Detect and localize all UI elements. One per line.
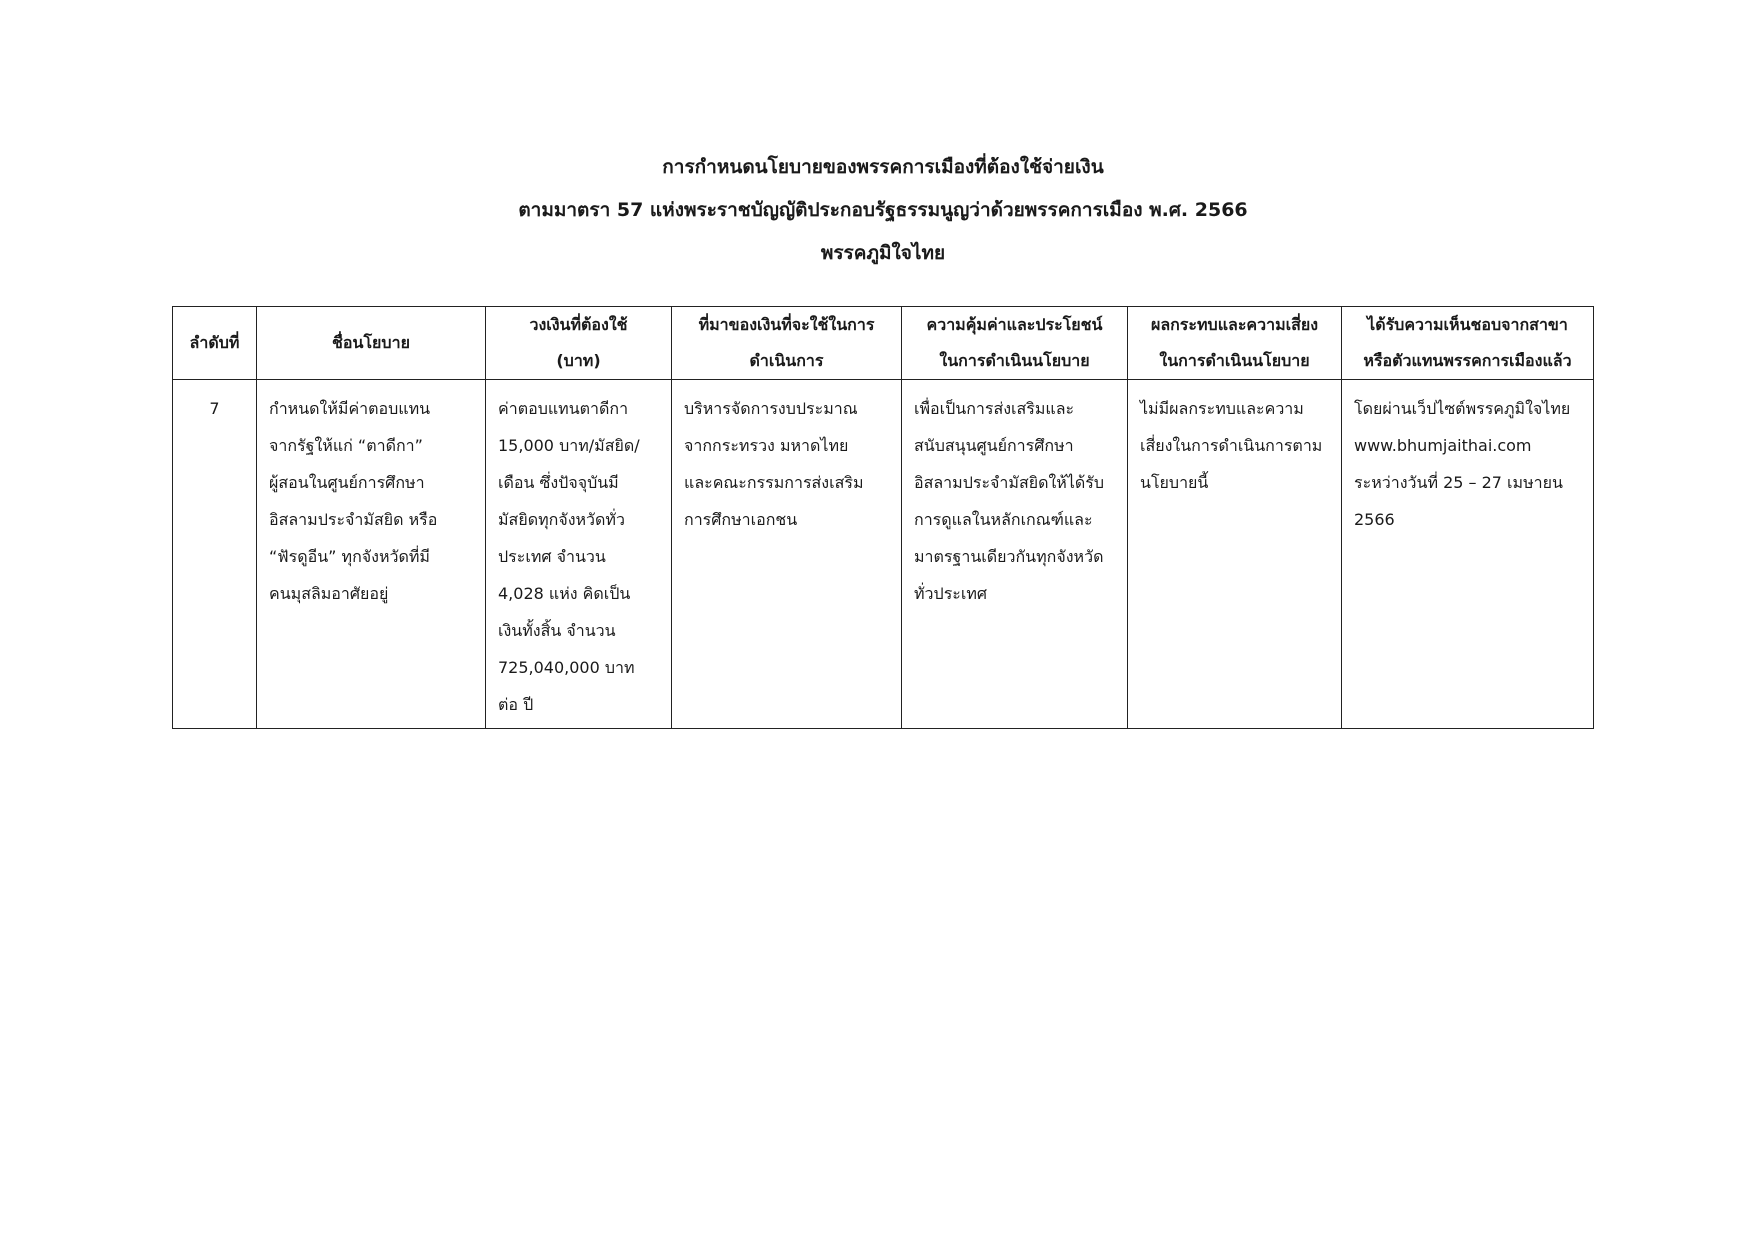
header-no <box>173 307 257 380</box>
cell-line: และคณะกรรมการส่งเสริม <box>684 473 864 492</box>
cell-line: จากกระทรวง มหาดไทย <box>684 436 849 455</box>
header-line: ได้รับความเห็นชอบจากสาขา <box>1367 315 1568 334</box>
cell-line: เพื่อเป็นการส่งเสริมและ <box>914 399 1075 418</box>
cell-no <box>173 380 257 729</box>
cell-line: ประเทศ จำนวน <box>498 547 606 566</box>
cell-line: 4,028 แห่ง คิดเป็น <box>498 584 631 603</box>
cell-line: มาตรฐานเดียวกันทุกจังหวัด <box>914 547 1104 566</box>
cell-line: 2566 <box>1354 510 1395 529</box>
cell-funding-source <box>672 380 902 729</box>
cell-line: เงินทั้งสิ้น จำนวน <box>498 621 616 640</box>
policy-table <box>172 306 1594 729</box>
cell-line: ไม่มีผลกระทบและความ <box>1140 399 1304 418</box>
header-budget <box>486 307 672 380</box>
cell-benefit <box>902 380 1128 729</box>
cell-line: จากรัฐให้แก่ “ตาดีกา” <box>269 436 423 455</box>
header-benefit <box>902 307 1128 380</box>
cell-line: สนับสนุนศูนย์การศึกษา <box>914 436 1074 455</box>
cell-line: มัสยิดทุกจังหวัดทั่ว <box>498 510 625 529</box>
cell-line: ต่อ ปี <box>498 695 534 714</box>
cell-line: ระหว่างวันที่ 25 – 27 เมษายน <box>1354 473 1563 492</box>
cell-line: ทั่วประเทศ <box>914 584 988 603</box>
header-line: ลำดับที่ <box>189 333 240 352</box>
header-line: ผลกระทบและความเสี่ยง <box>1150 315 1319 334</box>
title-line-1: การกำหนดนโยบายของพรรคการเมืองที่ต้องใช้จ่ายเงิน <box>662 156 1104 178</box>
header-policy-name <box>257 307 486 380</box>
cell-line: การศึกษาเอกชน <box>684 510 798 529</box>
cell-line: โดยผ่านเว็ปไซต์พรรคภูมิใจไทย <box>1354 399 1571 418</box>
row-number: 7 <box>209 399 220 418</box>
header-line: ชื่อนโยบาย <box>332 333 410 352</box>
header-line: ดำเนินการ <box>749 351 824 370</box>
header-line: หรือตัวแทนพรรคการเมืองแล้ว <box>1363 351 1572 370</box>
header-funding-source <box>672 307 902 380</box>
cell-line: อิสลามประจำมัสยิด หรือ <box>269 510 438 529</box>
cell-line: www.bhumjaithai.com <box>1354 436 1532 455</box>
cell-line: 15,000 บาท/มัสยิด/ <box>498 436 640 455</box>
title-line-3: พรรคภูมิใจไทย <box>820 242 946 264</box>
header-line: ความคุ้มค่าและประโยชน์ <box>926 315 1103 334</box>
cell-line: อิสลามประจำมัสยิดให้ได้รับ <box>914 473 1105 492</box>
cell-line: นโยบายนี้ <box>1140 473 1209 492</box>
cell-budget <box>486 380 672 729</box>
header-line: ในการดำเนินนโยบาย <box>939 351 1090 370</box>
cell-line: กำหนดให้มีค่าตอบแทน <box>269 399 431 418</box>
header-line: ที่มาของเงินที่จะใช้ในการ <box>698 315 875 334</box>
header-approval <box>1342 307 1594 380</box>
cell-approval <box>1342 380 1594 729</box>
cell-line: ผู้สอนในศูนย์การศึกษา <box>269 473 425 492</box>
table-header-row <box>173 307 1594 380</box>
cell-line: คนมุสลิมอาศัยอยู่ <box>269 584 389 603</box>
header-impact-risk <box>1128 307 1342 380</box>
table-row <box>173 380 1594 729</box>
cell-line: การดูแลในหลักเกณฑ์และ <box>914 510 1093 529</box>
cell-policy-name <box>257 380 486 729</box>
cell-line: บริหารจัดการงบประมาณ <box>684 399 858 418</box>
cell-line: ค่าตอบแทนตาดีกา <box>498 399 629 418</box>
header-line: วงเงินที่ต้องใช้ <box>529 315 628 334</box>
cell-line: เสี่ยงในการดำเนินการตาม <box>1140 436 1323 455</box>
title-line-2: ตามมาตรา 57 แห่งพระราชบัญญัติประกอบรัฐธรรมนูญว่าด้วยพรรคการเมือง พ.ศ. 2566 <box>518 199 1248 221</box>
document-title <box>0 146 1744 275</box>
header-line: ในการดำเนินนโยบาย <box>1159 351 1310 370</box>
cell-line: 725,040,000 บาท <box>498 658 635 677</box>
cell-line: “ฟัรดูอีน” ทุกจังหวัดที่มี <box>269 547 430 566</box>
cell-impact-risk <box>1128 380 1342 729</box>
cell-line: เดือน ซึ่งปัจจุบันมี <box>498 473 619 492</box>
header-line: (บาท) <box>556 351 601 370</box>
